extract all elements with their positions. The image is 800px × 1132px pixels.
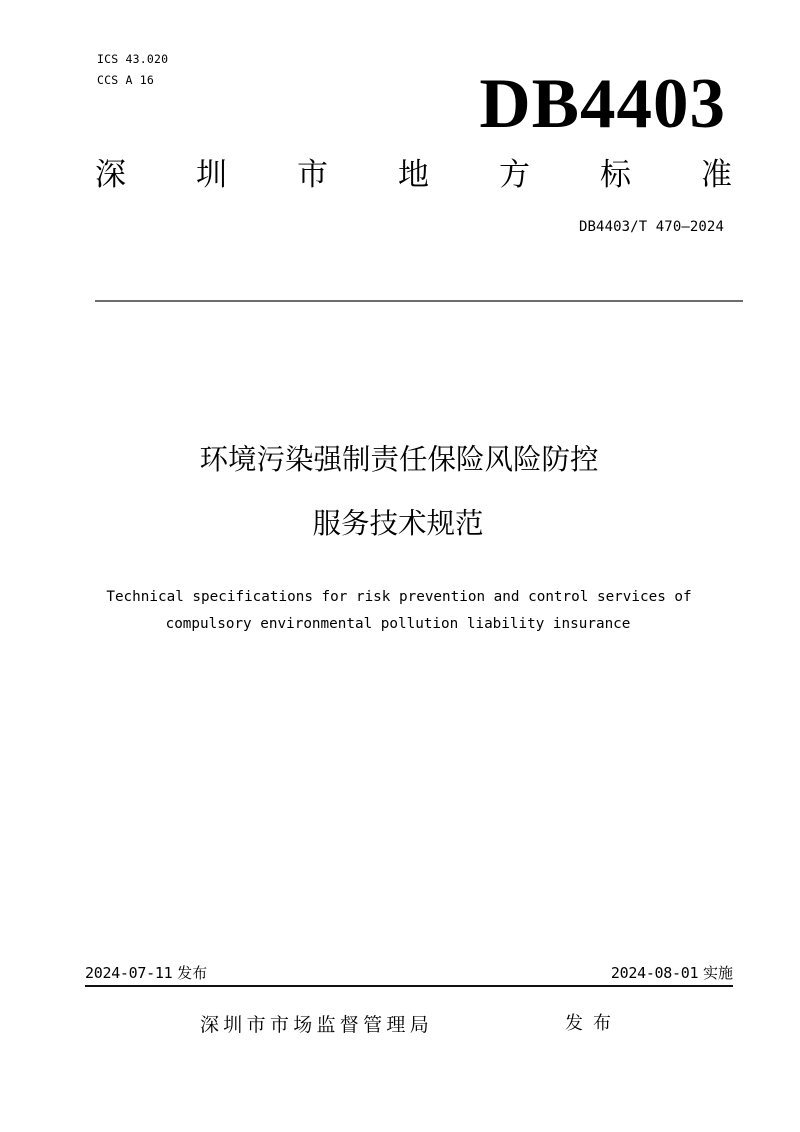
standard-type-char: 方 bbox=[499, 157, 530, 193]
title-chinese-line-2: 服务技术规范 bbox=[312, 507, 484, 540]
standard-type-char: 准 bbox=[701, 157, 732, 193]
standard-type bbox=[95, 155, 732, 195]
classification-codes bbox=[97, 49, 168, 91]
ccs-code: CCS A 16 bbox=[97, 73, 154, 87]
standard-type-char: 地 bbox=[398, 157, 429, 193]
title-english-line-1: Technical specifications for risk prevention and control services of bbox=[106, 589, 692, 605]
header-divider bbox=[95, 300, 743, 302]
effective-date-block bbox=[500, 962, 733, 984]
effective-label: 实施 bbox=[702, 964, 733, 982]
issuer-action: 发布 bbox=[565, 1013, 621, 1034]
ics-code: ICS 43.020 bbox=[97, 52, 169, 66]
issuing-authority: 深圳市市场监督管理局 bbox=[200, 1014, 434, 1036]
title-chinese-line-1: 环境污染强制责任保险风险防控 bbox=[199, 443, 599, 476]
footer-divider bbox=[85, 985, 733, 987]
effective-date: 2024-08-01 bbox=[610, 964, 699, 982]
standard-type-char: 市 bbox=[297, 157, 328, 193]
standard-code: DB4403 bbox=[479, 65, 726, 143]
issue-date-block bbox=[85, 962, 207, 984]
issue-label: 发布 bbox=[177, 964, 208, 982]
title-english-line-2: compulsory environmental pollution liability insurance bbox=[165, 616, 631, 632]
standard-type-char: 标 bbox=[600, 157, 631, 193]
issue-date: 2024-07-11 bbox=[85, 964, 173, 982]
standard-number: DB4403/T 470—2024 bbox=[579, 219, 724, 235]
standard-type-char: 深 bbox=[95, 157, 126, 193]
standard-type-char: 圳 bbox=[196, 157, 227, 193]
